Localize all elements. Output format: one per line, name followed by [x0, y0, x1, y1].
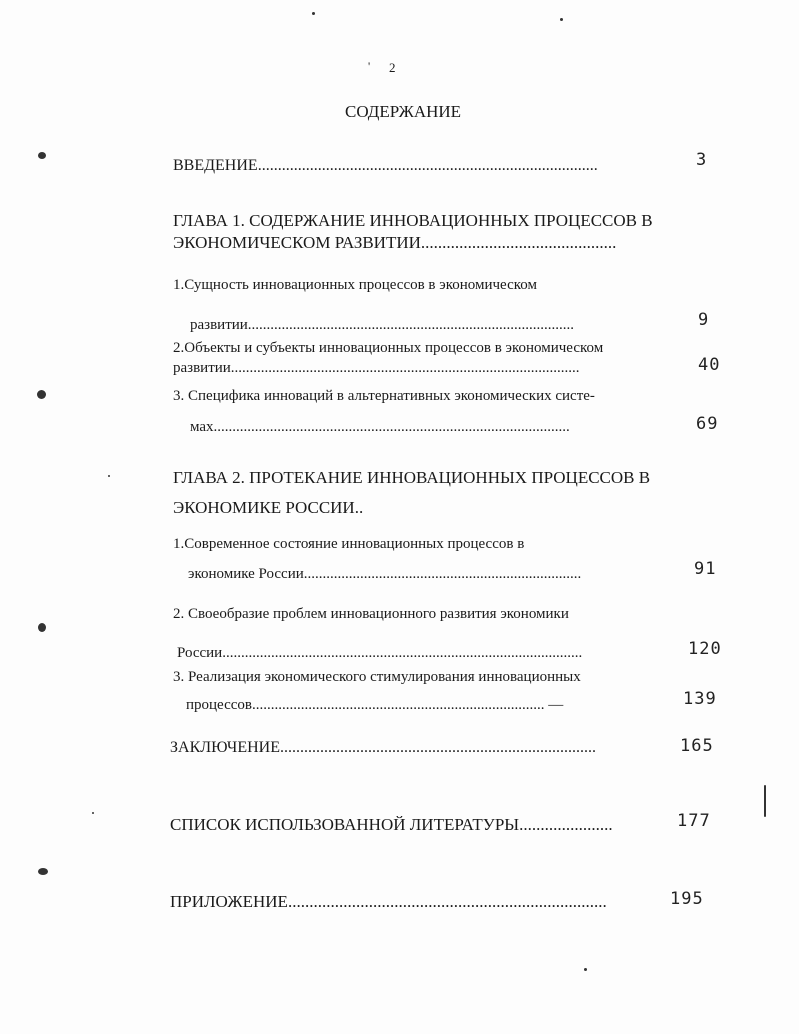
toc-ch2-s3-line1: 3. Реализация экономического стимулирования инновационных [173, 669, 581, 685]
toc-ch2-s3-page: 139 [683, 689, 717, 709]
toc-ch2-s2-line2: России................................................................................................ [177, 645, 583, 661]
scan-dot [584, 968, 587, 971]
scan-speck [38, 868, 48, 875]
scan-dot [92, 812, 94, 814]
scan-speck [37, 390, 46, 399]
toc-ch2-s2-line1: 2. Своеобразие проблем инновационного развития экономики [173, 606, 569, 622]
toc-ch2-s2-page: 120 [688, 639, 722, 659]
page-number: 2 [389, 60, 396, 75]
toc-ch1-s1-line2: развитии....................................................................................... [190, 317, 575, 333]
scan-speck [38, 152, 46, 159]
toc-ch1-s1-page: 9 [698, 310, 710, 330]
toc-ch2-title-line1: ГЛАВА 2. ПРОТЕКАНИЕ ИННОВАЦИОННЫХ ПРОЦЕССОВ В [173, 468, 651, 487]
toc-references-label: СПИСОК ИСПОЛЬЗОВАННОЙ ЛИТЕРАТУРЫ...................... [170, 816, 613, 834]
toc-ch2-s1-line1: 1.Современное состояние инновационных процессов в [173, 536, 525, 552]
toc-ch2-title-line2: ЭКОНОМИКЕ РОССИИ.. [173, 498, 364, 517]
toc-ch2-s1-page: 91 [694, 559, 717, 579]
toc-appendix-page: 195 [670, 889, 704, 909]
toc-ch2-s3-line2: процессов.............................................................................. — [186, 697, 564, 713]
toc-ch1-s3-page: 69 [696, 414, 719, 434]
toc-references-page: 177 [677, 811, 711, 831]
toc-ch1-title-line1: ГЛАВА 1. СОДЕРЖАНИЕ ИННОВАЦИОННЫХ ПРОЦЕССОВ В [173, 211, 653, 230]
scan-dot [312, 12, 315, 15]
toc-conclusion-label: ЗАКЛЮЧЕНИЕ............................................................................... [170, 739, 596, 756]
page-mark: ' [368, 59, 371, 73]
toc-ch1-title-line2: ЭКОНОМИЧЕСКОМ РАЗВИТИИ.............................................. [173, 234, 617, 252]
toc-intro-page: 3 [696, 150, 708, 170]
scan-speck [38, 623, 46, 632]
toc-intro-label: ВВЕДЕНИЕ..................................................................................... [173, 157, 598, 174]
toc-ch1-s2-page: 40 [698, 355, 721, 375]
toc-title: СОДЕРЖАНИЕ [345, 102, 462, 121]
scan-dot [560, 18, 563, 21]
toc-ch1-s3-line2: мах............................................................................................... [190, 419, 570, 435]
toc-ch1-s3-line1: 3. Специфика инноваций в альтернативных экономических систе- [173, 388, 595, 404]
toc-ch1-s2-line2: развитии............................................................................................. [173, 360, 580, 376]
toc-ch1-s2-line1: 2.Объекты и субъекты инновационных процессов в экономическом [173, 340, 604, 356]
toc-ch2-s1-line2: экономике России.......................................................................... [188, 566, 582, 582]
scan-dot [108, 475, 110, 477]
scan-line [764, 785, 766, 817]
toc-appendix-label: ПРИЛОЖЕНИЕ........................................................................... [170, 893, 607, 911]
toc-conclusion-page: 165 [680, 736, 714, 756]
toc-ch1-s1-line1: 1.Сущность инновационных процессов в экономическом [173, 277, 537, 293]
